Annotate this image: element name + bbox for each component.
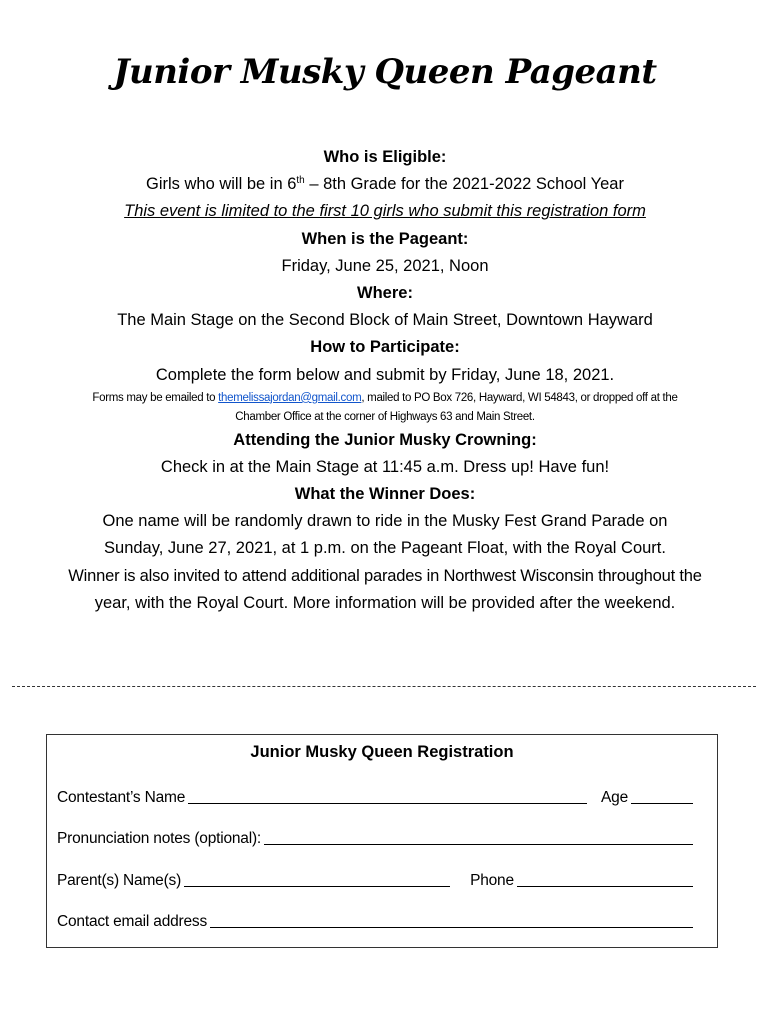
eligible-heading: Who is Eligible: [323, 148, 447, 166]
registration-form [46, 734, 718, 948]
event-info [0, 144, 770, 617]
parents-field[interactable] [184, 886, 450, 887]
when-text: Friday, June 25, 2021, Noon [281, 256, 489, 275]
cut-line [12, 686, 756, 687]
forms-instructions-pre: Forms may be emailed to [92, 391, 219, 404]
contact-email-field[interactable] [210, 927, 693, 928]
contestant-row [57, 787, 693, 807]
winner-text-line2: Sunday, June 27, 2021, at 1 p.m. on the Pageant Float, with the Royal Court. [104, 539, 666, 558]
form-title: Junior Musky Queen Registration [250, 743, 514, 761]
forms-instructions-line1 [0, 389, 770, 408]
phone-field[interactable] [517, 886, 693, 887]
winner-text-line1: One name will be randomly drawn to ride in the Musky Fest Grand Parade on [102, 512, 668, 531]
page-title: Junior Musky Queen Pageant [113, 52, 657, 92]
crowning-text: Check in at the Main Stage at 11:45 a.m. Dress up! Have fun! [160, 457, 610, 476]
limit-note: This event is limited to the first 10 girls who submit this registration form [124, 202, 646, 221]
winner-heading: What the Winner Does: [294, 485, 476, 504]
parents-label: Parent(s) Name(s) [57, 872, 182, 889]
participate-heading: How to Participate: [310, 338, 460, 357]
participate-text: Complete the form below and submit by Friday, June 18, 2021. [155, 365, 615, 384]
eligible-text-sup: th [296, 175, 305, 187]
age-label: Age [601, 789, 628, 806]
parents-row [57, 870, 693, 890]
pronunciation-label: Pronunciation notes (optional): [57, 830, 262, 847]
where-text: The Main Stage on the Second Block of Main Street, Downtown Hayward [117, 311, 653, 330]
where-heading: Where: [357, 283, 413, 302]
email-link[interactable]: themelissajordan@gmail.com [218, 391, 362, 404]
contact-email-label: Contact email address [57, 913, 208, 930]
pronunciation-field[interactable] [264, 844, 693, 845]
forms-instructions-post: , mailed to PO Box 726, Hayward, WI 54843, or dropped off at the [361, 391, 678, 404]
contestant-name-field[interactable] [188, 803, 587, 804]
winner-text-line4: year, with the Royal Court. More information will be provided after the weekend. [94, 593, 676, 612]
forms-instructions-line2: Chamber Office at the corner of Highways 63 and Main Street. [235, 410, 535, 423]
email-row [57, 911, 693, 931]
phone-label: Phone [470, 872, 514, 889]
pronunciation-row [57, 828, 693, 848]
eligible-text-post: – 8th Grade for the 2021-2022 School Year [304, 175, 624, 194]
eligible-text [0, 171, 770, 198]
crowning-heading: Attending the Junior Musky Crowning: [233, 430, 537, 449]
age-field[interactable] [631, 803, 693, 804]
winner-text-line3: Winner is also invited to attend additional parades in Northwest Wisconsin throughout the [68, 566, 702, 585]
contestant-name-label: Contestant’s Name [57, 789, 186, 806]
when-heading: When is the Pageant: [301, 229, 469, 248]
eligible-text-pre: Girls who will be in 6 [146, 175, 297, 194]
